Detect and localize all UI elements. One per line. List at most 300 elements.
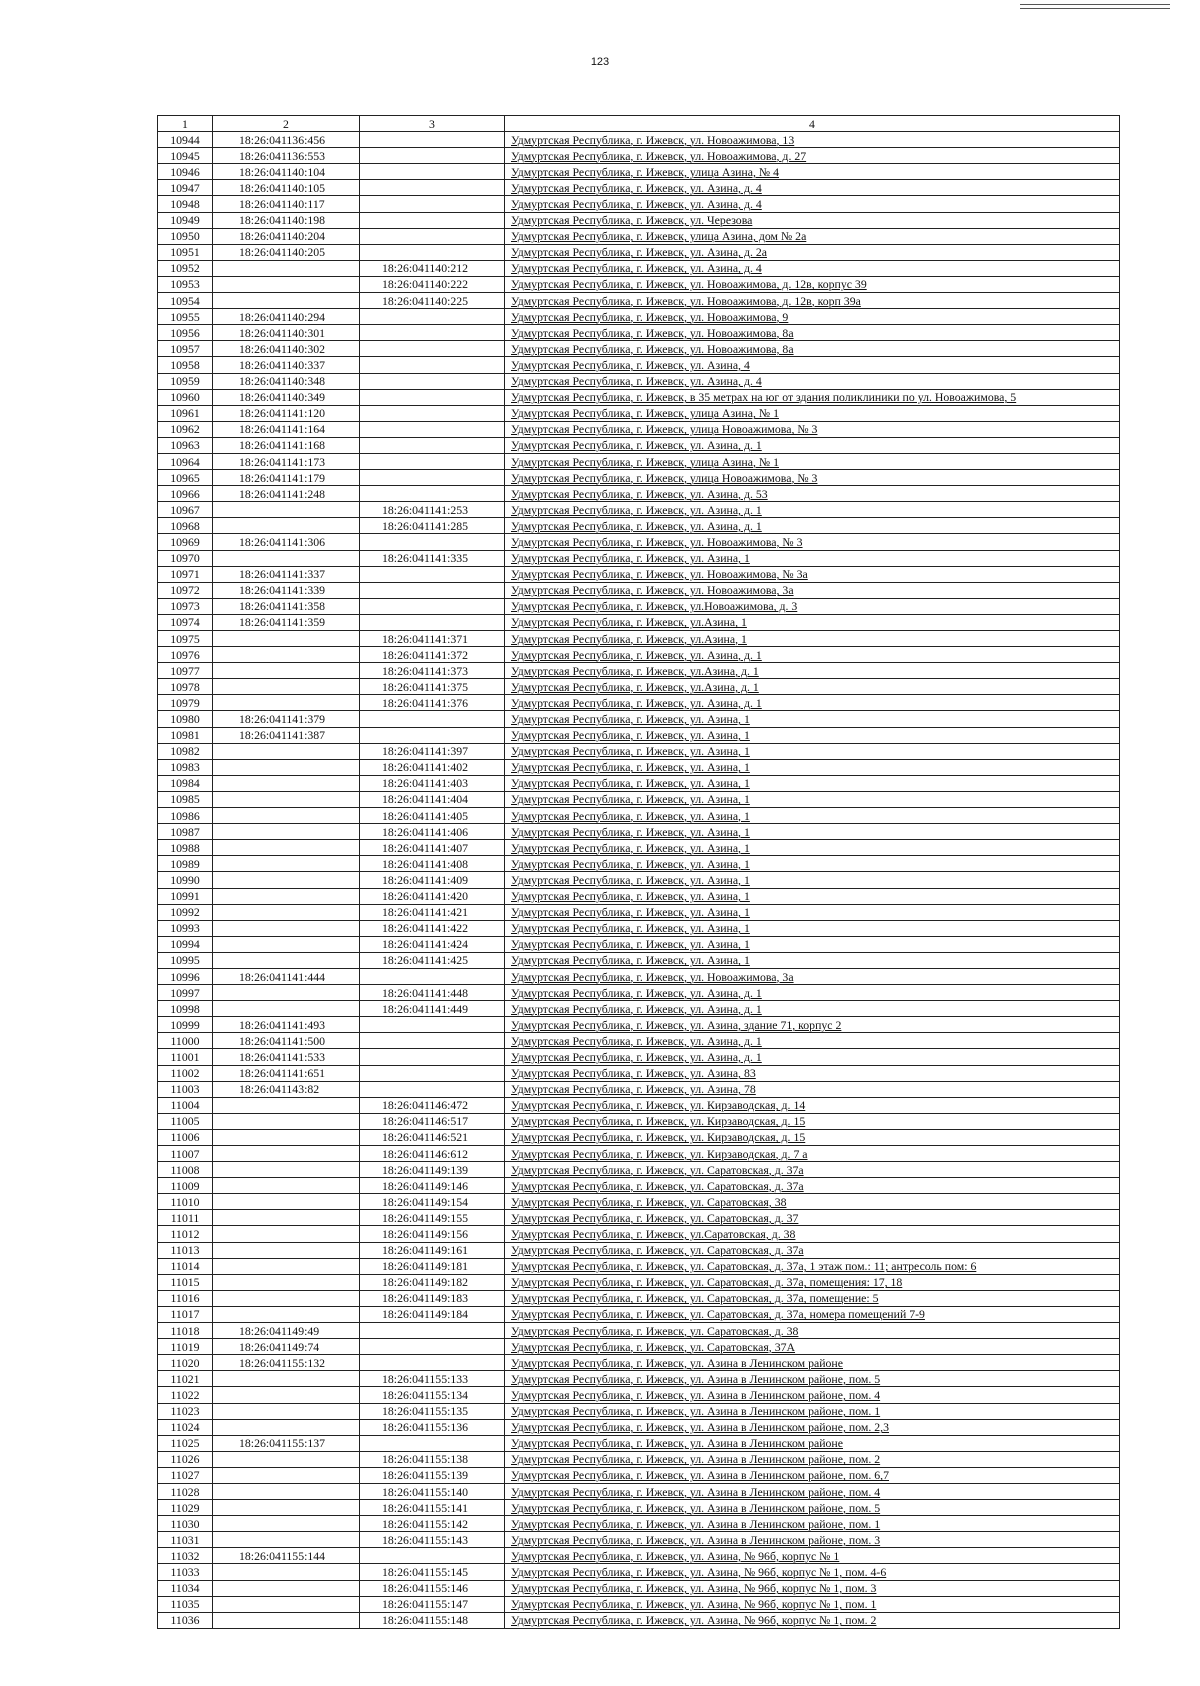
cadastral-number-premises bbox=[360, 566, 505, 582]
row-number: 11029 bbox=[158, 1500, 213, 1516]
address: Удмуртская Республика, г. Ижевск, ул. Азина, № 96б, корпус № 1, пом. 3 bbox=[505, 1580, 1120, 1596]
cadastral-number-building: 18:26:041140:205 bbox=[213, 244, 360, 260]
cadastral-number-premises bbox=[360, 1435, 505, 1451]
cadastral-number-building: 18:26:041140:302 bbox=[213, 341, 360, 357]
table-row bbox=[158, 180, 1120, 196]
cadastral-number-premises: 18:26:041141:373 bbox=[360, 663, 505, 679]
cadastral-number-building bbox=[213, 1516, 360, 1532]
table-row bbox=[158, 196, 1120, 212]
table-row bbox=[158, 1306, 1120, 1322]
cadastral-number-premises bbox=[360, 534, 505, 550]
cadastral-number-premises: 18:26:041155:146 bbox=[360, 1580, 505, 1596]
header-row bbox=[158, 116, 1120, 132]
row-number: 10952 bbox=[158, 260, 213, 276]
address: Удмуртская Республика, г. Ижевск, улица Новоажимова, № 3 bbox=[505, 470, 1120, 486]
cadastral-number-premises: 18:26:041155:133 bbox=[360, 1371, 505, 1387]
table-row bbox=[158, 212, 1120, 228]
row-number: 10948 bbox=[158, 196, 213, 212]
cadastral-number-building: 18:26:041140:294 bbox=[213, 309, 360, 325]
cadastral-number-building: 18:26:041141:444 bbox=[213, 968, 360, 984]
address: Удмуртская Республика, г. Ижевск, ул. Новоажимова, № 3 bbox=[505, 534, 1120, 550]
address: Удмуртская Республика, г. Ижевск, ул. Азина, д. 1 bbox=[505, 1033, 1120, 1049]
cadastral-number-premises bbox=[360, 727, 505, 743]
address: Удмуртская Республика, г. Ижевск, ул. Азина, д. 53 bbox=[505, 486, 1120, 502]
address: Удмуртская Республика, г. Ижевск, улица Азина, № 1 bbox=[505, 405, 1120, 421]
cadastral-number-building: 18:26:041155:144 bbox=[213, 1548, 360, 1564]
table-row bbox=[158, 1516, 1120, 1532]
row-number: 10977 bbox=[158, 663, 213, 679]
cadastral-number-building bbox=[213, 1129, 360, 1145]
cadastral-number-premises bbox=[360, 437, 505, 453]
table-row bbox=[158, 1146, 1120, 1162]
cadastral-number-building bbox=[213, 759, 360, 775]
address: Удмуртская Республика, г. Ижевск, ул. Азина, д. 1 bbox=[505, 985, 1120, 1001]
address: Удмуртская Республика, г. Ижевск, ул. Азина, д. 1 bbox=[505, 695, 1120, 711]
table-row bbox=[158, 421, 1120, 437]
cadastral-number-premises: 18:26:041140:225 bbox=[360, 293, 505, 309]
row-number: 10997 bbox=[158, 985, 213, 1001]
cadastral-number-premises bbox=[360, 389, 505, 405]
row-number: 11018 bbox=[158, 1323, 213, 1339]
cadastral-number-premises bbox=[360, 582, 505, 598]
row-number: 11035 bbox=[158, 1596, 213, 1612]
cadastral-number-premises: 18:26:041149:156 bbox=[360, 1226, 505, 1242]
address: Удмуртская Республика, г. Ижевск, ул. Кирзаводская, д. 7 а bbox=[505, 1146, 1120, 1162]
address: Удмуртская Республика, г. Ижевск, ул. Азина, 1 bbox=[505, 775, 1120, 791]
row-number: 10981 bbox=[158, 727, 213, 743]
cadastral-number-premises: 18:26:041141:408 bbox=[360, 856, 505, 872]
cadastral-number-premises: 18:26:041140:222 bbox=[360, 276, 505, 292]
table-row bbox=[158, 244, 1120, 260]
address: Удмуртская Республика, г. Ижевск, улица Азина, № 1 bbox=[505, 453, 1120, 469]
cadastral-number-building bbox=[213, 502, 360, 518]
row-number: 10998 bbox=[158, 1001, 213, 1017]
address: Удмуртская Республика, г. Ижевск, ул. Азина, д. 1 bbox=[505, 437, 1120, 453]
table-row bbox=[158, 952, 1120, 968]
table-row bbox=[158, 1242, 1120, 1258]
cadastral-number-premises bbox=[360, 614, 505, 630]
address: Удмуртская Республика, г. Ижевск, ул. Новоажимова, 8а bbox=[505, 325, 1120, 341]
column-header-1: 1 bbox=[158, 116, 213, 132]
table-row bbox=[158, 1500, 1120, 1516]
cadastral-number-building: 18:26:041141:248 bbox=[213, 486, 360, 502]
cadastral-number-premises: 18:26:041149:155 bbox=[360, 1210, 505, 1226]
cadastral-number-premises: 18:26:041141:424 bbox=[360, 936, 505, 952]
cadastral-number-premises bbox=[360, 1065, 505, 1081]
row-number: 11028 bbox=[158, 1483, 213, 1499]
cadastral-number-premises bbox=[360, 453, 505, 469]
cadastral-number-building: 18:26:041136:553 bbox=[213, 148, 360, 164]
cadastral-number-building: 18:26:041141:164 bbox=[213, 421, 360, 437]
cadastral-number-building: 18:26:041141:379 bbox=[213, 711, 360, 727]
address: Удмуртская Республика, г. Ижевск, ул.Азина, 1 bbox=[505, 631, 1120, 647]
address: Удмуртская Республика, г. Ижевск, ул. Азина в Ленинском районе, пом. 2,3 bbox=[505, 1419, 1120, 1435]
table-row bbox=[158, 614, 1120, 630]
row-number: 11003 bbox=[158, 1081, 213, 1097]
table-row bbox=[158, 293, 1120, 309]
cadastral-number-premises bbox=[360, 1355, 505, 1371]
cadastral-number-premises bbox=[360, 212, 505, 228]
row-number: 10991 bbox=[158, 888, 213, 904]
cadastral-number-building: 18:26:041141:359 bbox=[213, 614, 360, 630]
table-row bbox=[158, 1129, 1120, 1145]
cadastral-number-building bbox=[213, 1146, 360, 1162]
row-number: 11012 bbox=[158, 1226, 213, 1242]
cadastral-number-premises: 18:26:041146:472 bbox=[360, 1097, 505, 1113]
cadastral-number-premises bbox=[360, 1033, 505, 1049]
address: Удмуртская Республика, г. Ижевск, ул. Азина в Ленинском районе, пом. 4 bbox=[505, 1387, 1120, 1403]
address: Удмуртская Республика, г. Ижевск, ул. Азина, 1 bbox=[505, 824, 1120, 840]
address: Удмуртская Республика, г. Ижевск, ул. Азина, № 96б, корпус № 1 bbox=[505, 1548, 1120, 1564]
cadastral-number-premises bbox=[360, 132, 505, 148]
row-number: 11026 bbox=[158, 1451, 213, 1467]
cadastral-number-building bbox=[213, 1162, 360, 1178]
row-number: 11015 bbox=[158, 1274, 213, 1290]
cadastral-number-building bbox=[213, 952, 360, 968]
register-table bbox=[157, 115, 1120, 1629]
address: Удмуртская Республика, г. Ижевск, ул. Азина в Ленинском районе, пом. 5 bbox=[505, 1500, 1120, 1516]
cadastral-number-premises: 18:26:041146:517 bbox=[360, 1113, 505, 1129]
cadastral-number-premises: 18:26:041141:421 bbox=[360, 904, 505, 920]
address: Удмуртская Республика, г. Ижевск, улица Азина, № 4 bbox=[505, 164, 1120, 180]
cadastral-number-building: 18:26:041141:120 bbox=[213, 405, 360, 421]
cadastral-number-building: 18:26:041141:173 bbox=[213, 453, 360, 469]
cadastral-number-premises bbox=[360, 598, 505, 614]
table-row bbox=[158, 985, 1120, 1001]
row-number: 10946 bbox=[158, 164, 213, 180]
row-number: 10967 bbox=[158, 502, 213, 518]
cadastral-number-premises: 18:26:041149:181 bbox=[360, 1258, 505, 1274]
row-number: 11010 bbox=[158, 1194, 213, 1210]
table-row bbox=[158, 663, 1120, 679]
address: Удмуртская Республика, г. Ижевск, ул. Азина, 1 bbox=[505, 888, 1120, 904]
address: Удмуртская Республика, г. Ижевск, ул. Азина, д. 1 bbox=[505, 1049, 1120, 1065]
cadastral-number-premises bbox=[360, 164, 505, 180]
table-row bbox=[158, 518, 1120, 534]
cadastral-number-building bbox=[213, 550, 360, 566]
table-row bbox=[158, 1162, 1120, 1178]
row-number: 10975 bbox=[158, 631, 213, 647]
address: Удмуртская Республика, г. Ижевск, в 35 метрах на юг от здания поликлиники по ул. Новоажимова, 5 bbox=[505, 389, 1120, 405]
cadastral-number-premises bbox=[360, 470, 505, 486]
row-number: 10959 bbox=[158, 373, 213, 389]
row-number: 11023 bbox=[158, 1403, 213, 1419]
row-number: 10983 bbox=[158, 759, 213, 775]
address: Удмуртская Республика, г. Ижевск, ул. Саратовская, д. 37а bbox=[505, 1178, 1120, 1194]
row-number: 11008 bbox=[158, 1162, 213, 1178]
cadastral-number-building: 18:26:041141:500 bbox=[213, 1033, 360, 1049]
cadastral-number-building: 18:26:041140:337 bbox=[213, 357, 360, 373]
cadastral-number-building bbox=[213, 985, 360, 1001]
cadastral-number-premises: 18:26:041149:161 bbox=[360, 1242, 505, 1258]
table-row bbox=[158, 856, 1120, 872]
cadastral-number-premises: 18:26:041141:448 bbox=[360, 985, 505, 1001]
cadastral-number-building: 18:26:041141:339 bbox=[213, 582, 360, 598]
row-number: 10982 bbox=[158, 743, 213, 759]
cadastral-number-building bbox=[213, 1178, 360, 1194]
address: Удмуртская Республика, г. Ижевск, ул. Новоажимова, № 3а bbox=[505, 566, 1120, 582]
table-row bbox=[158, 679, 1120, 695]
table-row bbox=[158, 1435, 1120, 1451]
table-row bbox=[158, 276, 1120, 292]
row-number: 11002 bbox=[158, 1065, 213, 1081]
cadastral-number-building bbox=[213, 1371, 360, 1387]
row-number: 10996 bbox=[158, 968, 213, 984]
cadastral-number-building bbox=[213, 1419, 360, 1435]
cadastral-number-premises: 18:26:041146:612 bbox=[360, 1146, 505, 1162]
page-number: 123 bbox=[590, 56, 610, 68]
address: Удмуртская Республика, г. Ижевск, ул. Азина, 1 bbox=[505, 904, 1120, 920]
table-row bbox=[158, 260, 1120, 276]
cadastral-number-premises bbox=[360, 325, 505, 341]
cadastral-number-building: 18:26:041140:204 bbox=[213, 228, 360, 244]
address: Удмуртская Республика, г. Ижевск, ул. Новоажимова, 3а bbox=[505, 968, 1120, 984]
table-row bbox=[158, 453, 1120, 469]
cadastral-number-building bbox=[213, 1403, 360, 1419]
address: Удмуртская Республика, г. Ижевск, ул. Азина, 1 bbox=[505, 711, 1120, 727]
cadastral-number-building bbox=[213, 936, 360, 952]
table-row bbox=[158, 759, 1120, 775]
address: Удмуртская Республика, г. Ижевск, ул. Саратовская, д. 37а, 1 этаж пом.: 11; антресоль пом: 6 bbox=[505, 1258, 1120, 1274]
address: Удмуртская Республика, г. Ижевск, ул.Азина, д. 1 bbox=[505, 679, 1120, 695]
table-row bbox=[158, 598, 1120, 614]
table-row bbox=[158, 470, 1120, 486]
cadastral-number-premises bbox=[360, 486, 505, 502]
cadastral-number-premises: 18:26:041141:285 bbox=[360, 518, 505, 534]
address: Удмуртская Республика, г. Ижевск, ул. Азина в Ленинском районе, пом. 2 bbox=[505, 1451, 1120, 1467]
table-row bbox=[158, 1210, 1120, 1226]
row-number: 10949 bbox=[158, 212, 213, 228]
cadastral-number-premises: 18:26:041149:184 bbox=[360, 1306, 505, 1322]
row-number: 10964 bbox=[158, 453, 213, 469]
cadastral-number-premises bbox=[360, 1339, 505, 1355]
row-number: 11007 bbox=[158, 1146, 213, 1162]
row-number: 11025 bbox=[158, 1435, 213, 1451]
row-number: 11032 bbox=[158, 1548, 213, 1564]
cadastral-number-building bbox=[213, 1532, 360, 1548]
table-row bbox=[158, 1451, 1120, 1467]
address: Удмуртская Республика, г. Ижевск, ул. Азина, № 96б, корпус № 1, пом. 1 bbox=[505, 1596, 1120, 1612]
cadastral-number-building bbox=[213, 293, 360, 309]
cadastral-number-building bbox=[213, 888, 360, 904]
table-row bbox=[158, 132, 1120, 148]
table-row bbox=[158, 1017, 1120, 1033]
cadastral-number-premises: 18:26:041141:397 bbox=[360, 743, 505, 759]
table-row bbox=[158, 1049, 1120, 1065]
row-number: 11024 bbox=[158, 1419, 213, 1435]
cadastral-number-building bbox=[213, 1226, 360, 1242]
row-number: 10966 bbox=[158, 486, 213, 502]
cadastral-number-premises bbox=[360, 357, 505, 373]
row-number: 11027 bbox=[158, 1467, 213, 1483]
cadastral-number-building: 18:26:041141:387 bbox=[213, 727, 360, 743]
address: Удмуртская Республика, г. Ижевск, ул. Азина, д. 4 bbox=[505, 260, 1120, 276]
cadastral-number-building bbox=[213, 1612, 360, 1628]
cadastral-number-premises: 18:26:041155:142 bbox=[360, 1516, 505, 1532]
row-number: 11031 bbox=[158, 1532, 213, 1548]
table-row bbox=[158, 1081, 1120, 1097]
cadastral-number-premises: 18:26:041149:146 bbox=[360, 1178, 505, 1194]
column-header-3: 3 bbox=[360, 116, 505, 132]
table-row bbox=[158, 405, 1120, 421]
table-row bbox=[158, 502, 1120, 518]
table-row bbox=[158, 357, 1120, 373]
address: Удмуртская Республика, г. Ижевск, ул. Азина, 1 bbox=[505, 936, 1120, 952]
address: Удмуртская Республика, г. Ижевск, ул. Саратовская, д. 38 bbox=[505, 1323, 1120, 1339]
cadastral-number-premises bbox=[360, 711, 505, 727]
address: Удмуртская Республика, г. Ижевск, ул.Азина, д. 1 bbox=[505, 663, 1120, 679]
row-number: 11030 bbox=[158, 1516, 213, 1532]
cadastral-number-building bbox=[213, 1274, 360, 1290]
row-number: 11033 bbox=[158, 1564, 213, 1580]
cadastral-number-building: 18:26:041155:137 bbox=[213, 1435, 360, 1451]
cadastral-number-premises: 18:26:041141:402 bbox=[360, 759, 505, 775]
address: Удмуртская Республика, г. Ижевск, ул. Азина, 1 bbox=[505, 727, 1120, 743]
cadastral-number-building bbox=[213, 1097, 360, 1113]
table-row bbox=[158, 743, 1120, 759]
row-number: 10963 bbox=[158, 437, 213, 453]
cadastral-number-premises: 18:26:041141:376 bbox=[360, 695, 505, 711]
table-row bbox=[158, 1419, 1120, 1435]
table-row bbox=[158, 1178, 1120, 1194]
row-number: 10988 bbox=[158, 840, 213, 856]
cadastral-number-building: 18:26:041141:168 bbox=[213, 437, 360, 453]
column-header-2: 2 bbox=[213, 116, 360, 132]
address: Удмуртская Республика, г. Ижевск, ул. Азина, 1 bbox=[505, 920, 1120, 936]
address: Удмуртская Республика, г. Ижевск, ул. Азина, 1 bbox=[505, 808, 1120, 824]
row-number: 11019 bbox=[158, 1339, 213, 1355]
address: Удмуртская Республика, г. Ижевск, ул. Азина, д. 1 bbox=[505, 502, 1120, 518]
cadastral-number-building: 18:26:041140:301 bbox=[213, 325, 360, 341]
cadastral-number-building bbox=[213, 1580, 360, 1596]
address: Удмуртская Республика, г. Ижевск, ул. Новоажимова, д. 12в, корпус 39 bbox=[505, 276, 1120, 292]
table-row bbox=[158, 1194, 1120, 1210]
address: Удмуртская Республика, г. Ижевск, ул. Азина, 1 bbox=[505, 856, 1120, 872]
table-row bbox=[158, 840, 1120, 856]
cadastral-number-premises: 18:26:041155:134 bbox=[360, 1387, 505, 1403]
row-number: 10984 bbox=[158, 775, 213, 791]
cadastral-number-premises bbox=[360, 180, 505, 196]
row-number: 11022 bbox=[158, 1387, 213, 1403]
table-row bbox=[158, 148, 1120, 164]
table-row bbox=[158, 1323, 1120, 1339]
cadastral-number-premises: 18:26:041141:375 bbox=[360, 679, 505, 695]
address: Удмуртская Республика, г. Ижевск, ул. Новоажимова, 3а bbox=[505, 582, 1120, 598]
cadastral-number-building: 18:26:041141:337 bbox=[213, 566, 360, 582]
address: Удмуртская Республика, г. Ижевск, улица Азина, дом № 2а bbox=[505, 228, 1120, 244]
table-row bbox=[158, 631, 1120, 647]
table-row bbox=[158, 582, 1120, 598]
address: Удмуртская Республика, г. Ижевск, ул. Саратовская, д. 37а bbox=[505, 1162, 1120, 1178]
row-number: 10961 bbox=[158, 405, 213, 421]
cadastral-number-building: 18:26:041140:117 bbox=[213, 196, 360, 212]
cadastral-number-building bbox=[213, 260, 360, 276]
table-row bbox=[158, 1001, 1120, 1017]
cadastral-number-building bbox=[213, 775, 360, 791]
address: Удмуртская Республика, г. Ижевск, ул. Азина, д. 4 bbox=[505, 180, 1120, 196]
cadastral-number-premises bbox=[360, 1548, 505, 1564]
row-number: 10986 bbox=[158, 808, 213, 824]
address: Удмуртская Республика, г. Ижевск, ул. Азина, 1 bbox=[505, 791, 1120, 807]
cadastral-number-premises: 18:26:041141:422 bbox=[360, 920, 505, 936]
address: Удмуртская Республика, г. Ижевск, ул. Азина в Ленинском районе bbox=[505, 1435, 1120, 1451]
address: Удмуртская Республика, г. Ижевск, ул. Черезова bbox=[505, 212, 1120, 228]
row-number: 10993 bbox=[158, 920, 213, 936]
address: Удмуртская Республика, г. Ижевск, ул. Новоажимова, 9 bbox=[505, 309, 1120, 325]
table-row bbox=[158, 1258, 1120, 1274]
cadastral-number-premises: 18:26:041155:141 bbox=[360, 1500, 505, 1516]
cadastral-number-building: 18:26:041140:104 bbox=[213, 164, 360, 180]
table-row bbox=[158, 824, 1120, 840]
table-row bbox=[158, 808, 1120, 824]
cadastral-number-building bbox=[213, 1258, 360, 1274]
row-number: 11014 bbox=[158, 1258, 213, 1274]
row-number: 10990 bbox=[158, 872, 213, 888]
address: Удмуртская Республика, г. Ижевск, ул. Азина, д. 4 bbox=[505, 373, 1120, 389]
address: Удмуртская Республика, г. Ижевск, ул. Азина, 78 bbox=[505, 1081, 1120, 1097]
cadastral-number-building bbox=[213, 743, 360, 759]
address: Удмуртская Республика, г. Ижевск, ул. Саратовская, д. 37а, номера помещений 7-9 bbox=[505, 1306, 1120, 1322]
cadastral-number-building bbox=[213, 1500, 360, 1516]
row-number: 11004 bbox=[158, 1097, 213, 1113]
address: Удмуртская Республика, г. Ижевск, ул. Азина, 1 bbox=[505, 952, 1120, 968]
address: Удмуртская Республика, г. Ижевск, ул. Азина в Ленинском районе, пом. 4 bbox=[505, 1483, 1120, 1499]
address: Удмуртская Республика, г. Ижевск, ул. Азина, д. 1 bbox=[505, 647, 1120, 663]
cadastral-number-building bbox=[213, 1194, 360, 1210]
row-number: 10954 bbox=[158, 293, 213, 309]
cadastral-number-premises: 18:26:041141:425 bbox=[360, 952, 505, 968]
table-row bbox=[158, 1033, 1120, 1049]
cadastral-number-premises: 18:26:041149:154 bbox=[360, 1194, 505, 1210]
table-row bbox=[158, 936, 1120, 952]
table-row bbox=[158, 1467, 1120, 1483]
row-number: 11006 bbox=[158, 1129, 213, 1145]
cadastral-number-building: 18:26:041140:198 bbox=[213, 212, 360, 228]
cadastral-number-building: 18:26:041141:533 bbox=[213, 1049, 360, 1065]
cadastral-number-premises bbox=[360, 228, 505, 244]
table-row bbox=[158, 389, 1120, 405]
row-number: 10945 bbox=[158, 148, 213, 164]
cadastral-number-building bbox=[213, 1483, 360, 1499]
address: Удмуртская Республика, г. Ижевск, ул. Саратовская, 38 bbox=[505, 1194, 1120, 1210]
row-number: 10974 bbox=[158, 614, 213, 630]
address: Удмуртская Республика, г. Ижевск, ул. Азина, 1 bbox=[505, 550, 1120, 566]
table-row bbox=[158, 695, 1120, 711]
address: Удмуртская Республика, г. Ижевск, ул. Азина в Ленинском районе, пом. 1 bbox=[505, 1403, 1120, 1419]
cadastral-number-premises: 18:26:041155:148 bbox=[360, 1612, 505, 1628]
cadastral-number-building bbox=[213, 518, 360, 534]
cadastral-number-building bbox=[213, 631, 360, 647]
address: Удмуртская Республика, г. Ижевск, ул. Азина в Ленинском районе, пом. 3 bbox=[505, 1532, 1120, 1548]
address: Удмуртская Республика, г. Ижевск, ул. Саратовская, д. 37а bbox=[505, 1242, 1120, 1258]
cadastral-number-building bbox=[213, 791, 360, 807]
cadastral-number-premises: 18:26:041155:140 bbox=[360, 1483, 505, 1499]
column-header-4: 4 bbox=[505, 116, 1120, 132]
cadastral-number-premises: 18:26:041141:449 bbox=[360, 1001, 505, 1017]
row-number: 10965 bbox=[158, 470, 213, 486]
address: Удмуртская Республика, г. Ижевск, ул. Азина, здание 71, корпус 2 bbox=[505, 1017, 1120, 1033]
table-row bbox=[158, 309, 1120, 325]
row-number: 10970 bbox=[158, 550, 213, 566]
cadastral-number-premises: 18:26:041155:135 bbox=[360, 1403, 505, 1419]
cadastral-number-premises: 18:26:041141:420 bbox=[360, 888, 505, 904]
row-number: 10958 bbox=[158, 357, 213, 373]
row-number: 10968 bbox=[158, 518, 213, 534]
row-number: 10960 bbox=[158, 389, 213, 405]
address: Удмуртская Республика, г. Ижевск, ул. Кирзаводская, д. 14 bbox=[505, 1097, 1120, 1113]
table-row bbox=[158, 228, 1120, 244]
table-row bbox=[158, 1596, 1120, 1612]
